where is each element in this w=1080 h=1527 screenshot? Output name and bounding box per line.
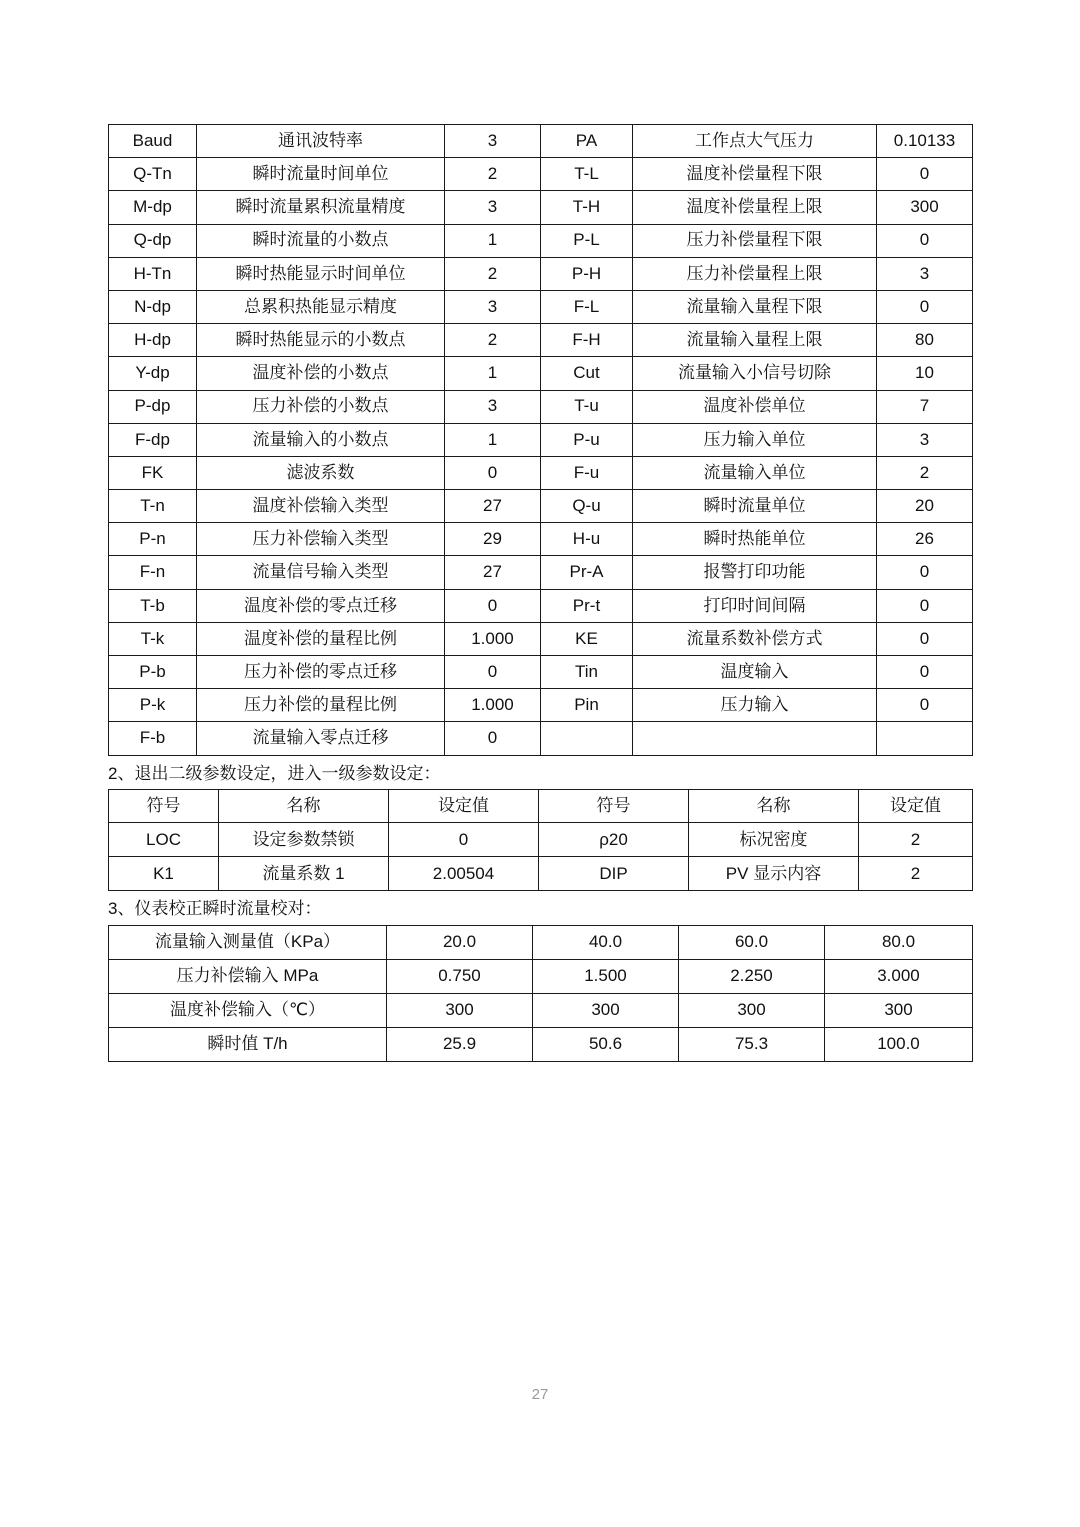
value-cell: 3 [445, 191, 541, 224]
symbol-cell: T-L [541, 158, 633, 191]
page-number: 27 [531, 1386, 549, 1403]
name-cell: 温度补偿单位 [633, 390, 877, 423]
value-cell: 60.0 [679, 926, 825, 960]
value-cell: 0 [445, 656, 541, 689]
value-cell: 7 [877, 390, 973, 423]
table-row [109, 823, 973, 857]
name-cell: 流量输入单位 [633, 456, 877, 489]
symbol-cell: T-H [541, 191, 633, 224]
symbol-cell: PA [541, 125, 633, 158]
value-cell: 1 [445, 423, 541, 456]
symbol-cell: T-n [109, 490, 197, 523]
value-cell: 20.0 [387, 926, 533, 960]
name-cell: 温度补偿的量程比例 [197, 622, 445, 655]
value-cell: 27 [445, 490, 541, 523]
name-cell: 压力补偿量程下限 [633, 224, 877, 257]
value-cell: 300 [679, 994, 825, 1028]
name-cell: 温度补偿的零点迁移 [197, 589, 445, 622]
column-header: 名称 [219, 790, 389, 823]
table-row [109, 556, 973, 589]
symbol-cell: F-dp [109, 423, 197, 456]
value-cell: 0 [877, 622, 973, 655]
value-cell: 2 [445, 158, 541, 191]
symbol-cell: Pin [541, 689, 633, 722]
value-cell: 40.0 [533, 926, 679, 960]
symbol-cell: H-u [541, 523, 633, 556]
table-row [109, 1028, 973, 1062]
table-row [109, 589, 973, 622]
parameter-table-main [108, 124, 973, 756]
name-cell: 瞬时流量的小数点 [197, 224, 445, 257]
value-cell: 10 [877, 357, 973, 390]
name-cell: 瞬时热能显示的小数点 [197, 324, 445, 357]
table-body [109, 926, 973, 1062]
name-cell: 流量信号输入类型 [197, 556, 445, 589]
symbol-cell: P-u [541, 423, 633, 456]
column-header: 设定值 [389, 790, 539, 823]
name-cell: 压力补偿输入类型 [197, 523, 445, 556]
value-cell: 0 [389, 823, 539, 857]
value-cell: 0 [445, 589, 541, 622]
value-cell: 2 [859, 823, 973, 857]
symbol-cell: P-L [541, 224, 633, 257]
symbol-cell: P-b [109, 656, 197, 689]
symbol-cell: DIP [539, 857, 689, 891]
value-cell: 0 [877, 556, 973, 589]
value-cell: 2 [445, 324, 541, 357]
table-row [109, 257, 973, 290]
symbol-cell: Q-dp [109, 224, 197, 257]
value-cell: 50.6 [533, 1028, 679, 1062]
column-header: 设定值 [859, 790, 973, 823]
name-cell: 瞬时流量时间单位 [197, 158, 445, 191]
row-label: 流量输入测量值（KPa） [109, 926, 387, 960]
table-row [109, 456, 973, 489]
column-header: 名称 [689, 790, 859, 823]
symbol-cell: H-dp [109, 324, 197, 357]
table-row [109, 191, 973, 224]
name-cell: 温度补偿量程下限 [633, 158, 877, 191]
value-cell: 3 [877, 257, 973, 290]
symbol-cell: F-L [541, 290, 633, 323]
name-cell: 打印时间间隔 [633, 589, 877, 622]
name-cell: PV 显示内容 [689, 857, 859, 891]
value-cell: 3 [445, 125, 541, 158]
name-cell: 瞬时流量单位 [633, 490, 877, 523]
value-cell: 80 [877, 324, 973, 357]
table-row [109, 357, 973, 390]
symbol-cell: T-b [109, 589, 197, 622]
table-row [109, 224, 973, 257]
table-row [109, 125, 973, 158]
name-cell: 瞬时热能显示时间单位 [197, 257, 445, 290]
name-cell: 工作点大气压力 [633, 125, 877, 158]
value-cell: 0 [877, 689, 973, 722]
name-cell: 流量输入小信号切除 [633, 357, 877, 390]
symbol-cell: T-k [109, 622, 197, 655]
value-cell: 0 [877, 224, 973, 257]
value-cell: 0.10133 [877, 125, 973, 158]
table-row [109, 857, 973, 891]
symbol-cell: FK [109, 456, 197, 489]
value-cell: 2 [877, 456, 973, 489]
empty-cell [633, 722, 877, 755]
table-row [109, 960, 973, 994]
symbol-cell: Q-Tn [109, 158, 197, 191]
name-cell: 流量输入的小数点 [197, 423, 445, 456]
table-row [109, 689, 973, 722]
value-cell: 1.500 [533, 960, 679, 994]
symbol-cell: ρ20 [539, 823, 689, 857]
table-row [109, 390, 973, 423]
value-cell: 2 [445, 257, 541, 290]
table-row [109, 722, 973, 755]
table-row [109, 423, 973, 456]
symbol-cell: Q-u [541, 490, 633, 523]
symbol-cell: P-H [541, 257, 633, 290]
name-cell: 设定参数禁锁 [219, 823, 389, 857]
name-cell: 流量输入量程下限 [633, 290, 877, 323]
table-row [109, 926, 973, 960]
value-cell: 300 [533, 994, 679, 1028]
value-cell: 80.0 [825, 926, 973, 960]
name-cell: 滤波系数 [197, 456, 445, 489]
empty-cell [877, 722, 973, 755]
symbol-cell: Tin [541, 656, 633, 689]
name-cell: 温度补偿量程上限 [633, 191, 877, 224]
value-cell: 0.750 [387, 960, 533, 994]
symbol-cell: T-u [541, 390, 633, 423]
value-cell: 0 [877, 589, 973, 622]
table-head [109, 790, 973, 823]
value-cell: 29 [445, 523, 541, 556]
name-cell: 瞬时热能单位 [633, 523, 877, 556]
value-cell: 0 [877, 656, 973, 689]
value-cell: 0 [877, 290, 973, 323]
value-cell: 1.000 [445, 689, 541, 722]
value-cell: 27 [445, 556, 541, 589]
value-cell: 26 [877, 523, 973, 556]
column-header: 符号 [109, 790, 219, 823]
name-cell: 温度补偿输入类型 [197, 490, 445, 523]
name-cell: 流量输入零点迁移 [197, 722, 445, 755]
value-cell: 1 [445, 357, 541, 390]
name-cell: 压力输入 [633, 689, 877, 722]
symbol-cell: Pr-t [541, 589, 633, 622]
symbol-cell: F-n [109, 556, 197, 589]
name-cell: 压力补偿的小数点 [197, 390, 445, 423]
symbol-cell: M-dp [109, 191, 197, 224]
table-row [109, 622, 973, 655]
name-cell: 通讯波特率 [197, 125, 445, 158]
symbol-cell: LOC [109, 823, 219, 857]
value-cell: 2.250 [679, 960, 825, 994]
note-section-2: 2、退出二级参数设定，进入一级参数设定： [108, 763, 441, 783]
table-body [109, 823, 973, 891]
name-cell: 压力补偿的量程比例 [197, 689, 445, 722]
symbol-cell: H-Tn [109, 257, 197, 290]
note-section-3: 3、仪表校正瞬时流量校对： [108, 899, 322, 919]
value-cell: 0 [877, 158, 973, 191]
table-header-row [109, 790, 973, 823]
table-row [109, 656, 973, 689]
table-row [109, 324, 973, 357]
symbol-cell: F-b [109, 722, 197, 755]
value-cell: 100.0 [825, 1028, 973, 1062]
table-row [109, 523, 973, 556]
symbol-cell: F-u [541, 456, 633, 489]
symbol-cell: Pr-A [541, 556, 633, 589]
value-cell: 3 [877, 423, 973, 456]
parameter-table-level1 [108, 789, 973, 891]
table-row [109, 490, 973, 523]
value-cell: 2.00504 [389, 857, 539, 891]
symbol-cell: P-dp [109, 390, 197, 423]
value-cell: 1.000 [445, 622, 541, 655]
name-cell: 压力输入单位 [633, 423, 877, 456]
symbol-cell: KE [541, 622, 633, 655]
row-label: 温度补偿输入（℃） [109, 994, 387, 1028]
value-cell: 20 [877, 490, 973, 523]
row-label: 瞬时值 T/h [109, 1028, 387, 1062]
name-cell: 瞬时流量累积流量精度 [197, 191, 445, 224]
table-row [109, 290, 973, 323]
symbol-cell: P-k [109, 689, 197, 722]
parameter-table-body [109, 125, 973, 756]
value-cell: 25.9 [387, 1028, 533, 1062]
symbol-cell: N-dp [109, 290, 197, 323]
name-cell: 报警打印功能 [633, 556, 877, 589]
name-cell: 压力补偿的零点迁移 [197, 656, 445, 689]
name-cell: 压力补偿量程上限 [633, 257, 877, 290]
name-cell: 温度补偿的小数点 [197, 357, 445, 390]
name-cell: 总累积热能显示精度 [197, 290, 445, 323]
value-cell: 2 [859, 857, 973, 891]
page-content [108, 124, 972, 1062]
symbol-cell: Baud [109, 125, 197, 158]
value-cell: 1 [445, 224, 541, 257]
column-header: 符号 [539, 790, 689, 823]
value-cell: 3 [445, 290, 541, 323]
value-cell: 3 [445, 390, 541, 423]
symbol-cell: Y-dp [109, 357, 197, 390]
value-cell: 300 [825, 994, 973, 1028]
table-row [109, 994, 973, 1028]
symbol-cell: P-n [109, 523, 197, 556]
value-cell: 0 [445, 456, 541, 489]
value-cell: 0 [445, 722, 541, 755]
empty-cell [541, 722, 633, 755]
calibration-table [108, 925, 973, 1062]
table-row [109, 158, 973, 191]
value-cell: 75.3 [679, 1028, 825, 1062]
name-cell: 流量系数补偿方式 [633, 622, 877, 655]
symbol-cell: F-H [541, 324, 633, 357]
symbol-cell: Cut [541, 357, 633, 390]
value-cell: 300 [387, 994, 533, 1028]
name-cell: 标况密度 [689, 823, 859, 857]
name-cell: 流量系数 1 [219, 857, 389, 891]
name-cell: 温度输入 [633, 656, 877, 689]
row-label: 压力补偿输入 MPa [109, 960, 387, 994]
name-cell: 流量输入量程上限 [633, 324, 877, 357]
value-cell: 3.000 [825, 960, 973, 994]
symbol-cell: K1 [109, 857, 219, 891]
value-cell: 300 [877, 191, 973, 224]
